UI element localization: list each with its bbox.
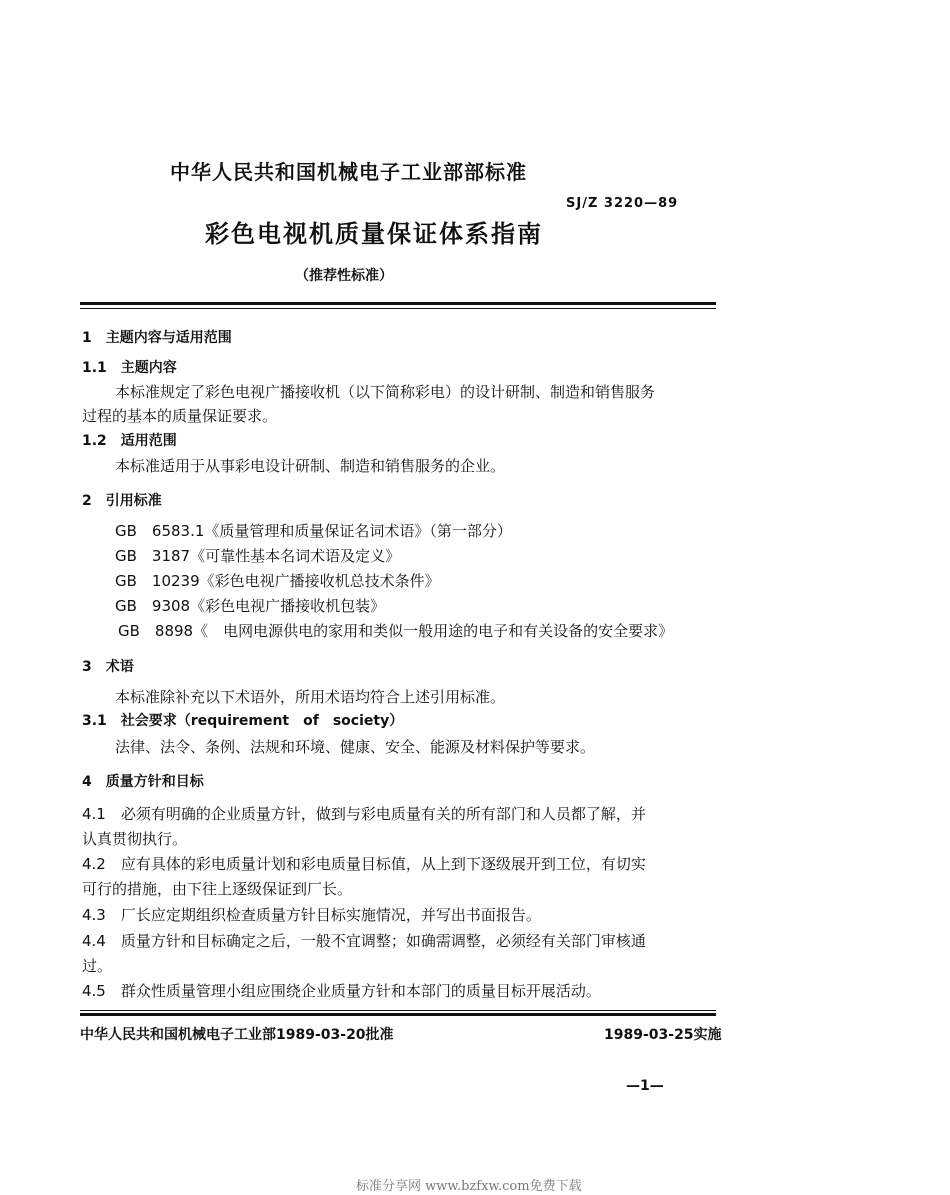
reference-item: GB 10239《彩色电视广播接收机总技术条件》 (115, 572, 440, 590)
reference-item: GB 8898《 电网电源供电的家用和类似一般用途的电子和有关设备的安全要求》 (118, 622, 674, 640)
section-4-1-line-2: 认真贯彻执行。 (82, 830, 188, 848)
issuer-title: 中华人民共和国机械电子工业部部标准 (170, 160, 527, 184)
section-4-2-line-1: 4.2 应有具体的彩电质量计划和彩电质量目标值，从上到下逐级展开到工位，有切实 (82, 855, 646, 873)
section-1-1-line-1: 本标准规定了彩色电视广播接收机（以下简称彩电）的设计研制、制造和销售服务 (115, 383, 656, 401)
header-rule-top (80, 302, 716, 305)
section-1-1-heading: 1.1 主题内容 (82, 360, 177, 376)
section-1-heading: 1 主题内容与适用范围 (82, 330, 232, 346)
section-4-4-line-1: 4.4 质量方针和目标确定之后，一般不宜调整；如确需调整，必须经有关部门审核通 (82, 932, 646, 950)
section-4-4-line-2: 过。 (82, 957, 113, 975)
section-2-heading: 2 引用标准 (82, 493, 162, 509)
section-1-2-line-1: 本标准适用于从事彩电设计研制、制造和销售服务的企业。 (115, 457, 506, 475)
section-4-heading: 4 质量方针和目标 (82, 774, 204, 790)
effective-date: 1989-03-25实施 (604, 1027, 722, 1043)
document-title: 彩色电视机质量保证体系指南 (205, 220, 543, 248)
section-1-1-line-2: 过程的基本的质量保证要求。 (82, 407, 278, 425)
section-3-line-1: 本标准除补充以下术语外，所用术语均符合上述引用标准。 (115, 688, 506, 706)
section-3-1-line-1: 法律、法令、条例、法规和环境、健康、安全、能源及材料保护等要求。 (115, 738, 596, 756)
document-number: SJ/Z 3220—89 (566, 196, 679, 211)
section-3-heading: 3 术语 (82, 659, 134, 675)
footer-rule-top (80, 1010, 716, 1011)
footer-rule-bottom (80, 1013, 716, 1016)
section-4-2-line-2: 可行的措施，由下往上逐级保证到厂长。 (82, 880, 353, 898)
reference-item: GB 6583.1《质量管理和质量保证名词术语》（第一部分） (115, 522, 512, 540)
reference-item: GB 3187《可靠性基本名词术语及定义》 (115, 547, 401, 565)
document-subtitle: （推荐性标准） (295, 268, 393, 284)
approval-date: 中华人民共和国机械电子工业部1989-03-20批准 (80, 1027, 394, 1043)
page-number: —1— (626, 1078, 664, 1094)
section-4-5-line-1: 4.5 群众性质量管理小组应围绕企业质量方针和本部门的质量目标开展活动。 (82, 982, 601, 1000)
header-rule-bottom (80, 308, 716, 309)
section-3-1-heading: 3.1 社会要求（requirement of society） (82, 713, 404, 729)
section-4-1-line-1: 4.1 必须有明确的企业质量方针，做到与彩电质量有关的所有部门和人员都了解，并 (82, 805, 646, 823)
reference-item: GB 9308《彩色电视广播接收机包装》 (115, 597, 386, 615)
section-4-3-line-1: 4.3 厂长应定期组织检查质量方针目标实施情况，并写出书面报告。 (82, 906, 541, 924)
watermark: 标准分享网 www.bzfxw.com免费下载 (356, 1179, 582, 1194)
section-1-2-heading: 1.2 适用范围 (82, 433, 177, 449)
